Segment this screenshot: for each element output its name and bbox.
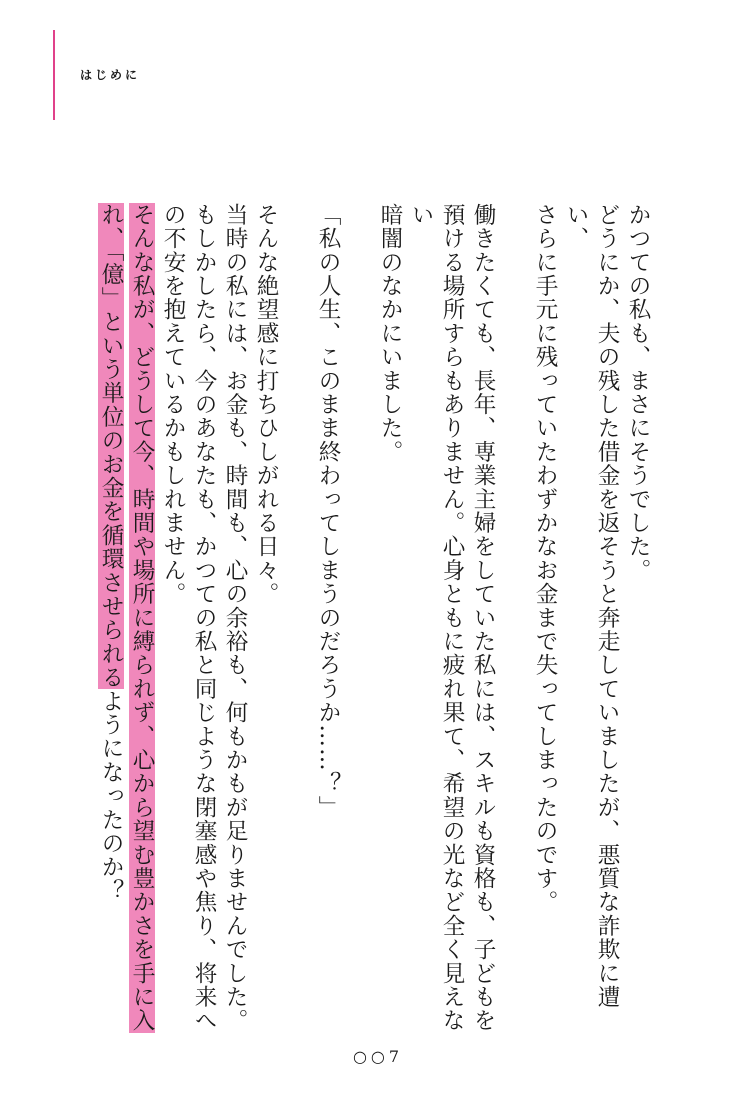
highlighted-text: れ、「億」という単位のお金を循環させられる — [98, 203, 124, 690]
page-number: ○○7 — [352, 1047, 404, 1066]
line: どうにか、夫の残した借金を返そうと奔走していましたが、悪質な詐欺に遭い、 — [563, 203, 620, 1009]
line: かつての私も、まさにそうでした。 — [625, 203, 651, 583]
line: 暗闇のなかにいました。 — [377, 203, 403, 464]
line: 働きたくても、長年、専業主婦をしていた私には、スキルも資格も、子どもを — [470, 203, 496, 1033]
line: の不安を抱えているかもしれません。 — [160, 203, 186, 606]
paragraph-break — [343, 203, 374, 1045]
header-rule — [53, 30, 55, 120]
paragraph-break — [281, 203, 312, 1045]
line: 預ける場所すらもありません。心身ともに疲れ果て、希望の光など全く見えない — [408, 203, 465, 1033]
line: さらに手元に残っていたわずかなお金まで失ってしまったのです。 — [532, 203, 558, 914]
paragraph-break — [498, 203, 529, 1045]
highlighted-text: そんな私が、どうして今、時間や場所に縛られず、心から望む豊かさを手に入 — [129, 203, 155, 1033]
quote-line: 「私の人生、このまま終わってしまうのだろうか……？」 — [315, 203, 341, 820]
chapter-title: はじめに — [80, 68, 141, 82]
body-text — [95, 203, 653, 1045]
line: 当時の私には、お金も、時間も、心の余裕も、何もかもが足りませんでした。 — [222, 203, 248, 1033]
line: もしかしたら、今のあなたも、かつての私と同じような閉塞感や焦り、将来へ — [191, 203, 217, 1033]
line-tail: ようになったのか？ — [98, 689, 124, 903]
line: そんな絶望感に打ちひしがれる日々。 — [253, 203, 279, 606]
line — [95, 203, 126, 1045]
line — [126, 203, 157, 1045]
